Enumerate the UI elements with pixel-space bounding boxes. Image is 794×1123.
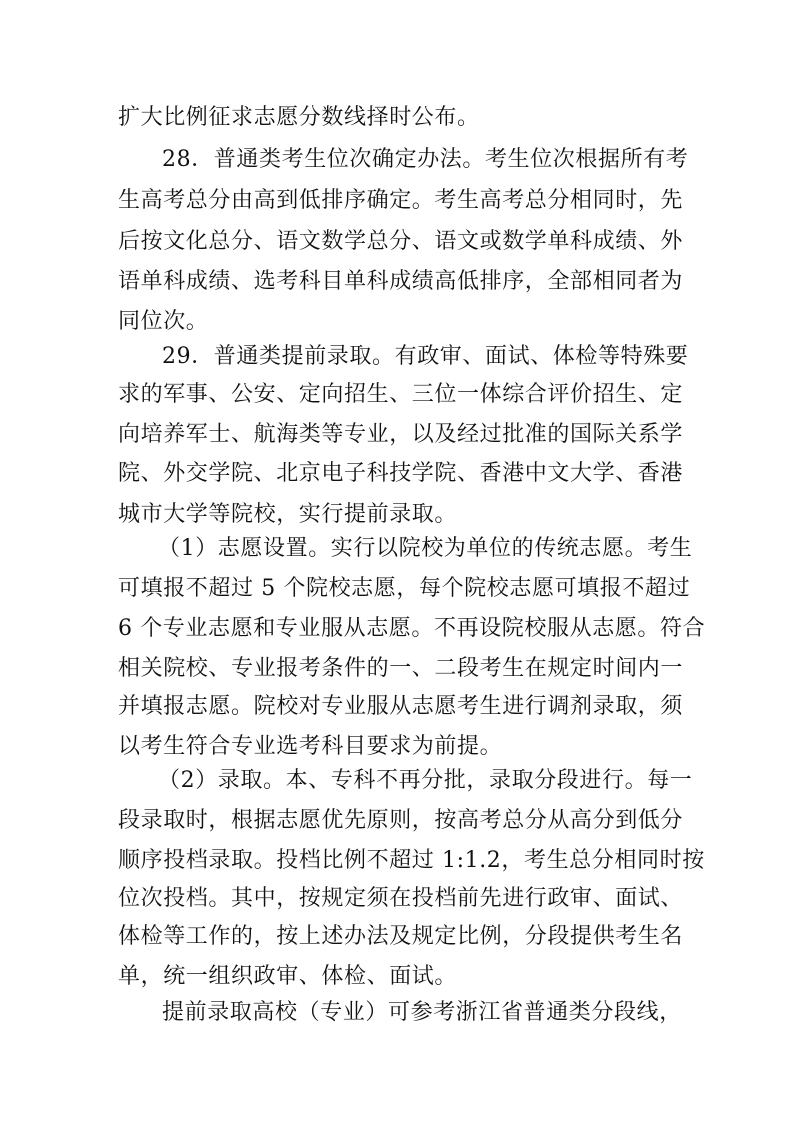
paragraph-line: 扩大比例征求志愿分数线择时公布。 (118, 105, 480, 130)
paragraph-line: 段录取时，根据志愿优先原则，按高考总分从高分到低分 (118, 808, 684, 833)
paragraph-line: 院、外交学院、北京电子科技学院、香港中文大学、香港 (118, 461, 684, 486)
paragraph-line: 6 个专业志愿和专业服从志愿。不再设院校服从志愿。符合 (118, 616, 706, 641)
paragraph-line: 体检等工作的，按上述办法及规定比例，分段提供考生名 (118, 924, 684, 949)
paragraph-line: 求的军事、公安、定向招生、三位一体综合评价招生、定 (118, 382, 684, 407)
paragraph-line: （2）录取。本、专科不再分批，录取分段进行。每一 (158, 768, 693, 793)
paragraph-line: 以考生符合专业选考科目要求为前提。 (118, 734, 503, 759)
paragraph-line: 29．普通类提前录取。有政审、面试、体检等特殊要 (162, 344, 689, 369)
paragraph-line: 后按文化总分、语文数学总分、语文或数学单科成绩、外 (118, 229, 684, 254)
paragraph-line: 28．普通类考生位次确定办法。考生位次根据所有考 (162, 147, 689, 172)
paragraph-line: 相关院校、专业报考条件的一、二段考生在规定时间内一 (118, 656, 684, 681)
paragraph-line: 位次投档。其中，按规定须在投档前先进行政审、面试、 (118, 886, 684, 911)
paragraph-line: 提前录取高校（专业）可参考浙江省普通类分段线， (162, 1000, 682, 1025)
paragraph-line: 生高考总分由高到低排序确定。考生高考总分相同时，先 (118, 188, 684, 213)
paragraph-line: 单，统一组织政审、体检、面试。 (118, 964, 458, 989)
paragraph-line: 同位次。 (118, 309, 209, 334)
paragraph-line: 城市大学等院校，实行提前录取。 (118, 502, 458, 527)
paragraph-line: （1）志愿设置。实行以院校为单位的传统志愿。考生 (158, 536, 693, 561)
paragraph-line: 可填报不超过 5 个院校志愿，每个院校志愿可填报不超过 (118, 576, 691, 601)
paragraph-line: 向培养军士、航海类等专业，以及经过批准的国际关系学 (118, 422, 684, 447)
paragraph-line: 语单科成绩、选考科目单科成绩高低排序，全部相同者为 (118, 269, 684, 294)
paragraph-line: 顺序投档录取。投档比例不超过 1:1.2，考生总分相同时按 (118, 848, 705, 873)
paragraph-line: 并填报志愿。院校对专业服从志愿考生进行调剂录取，须 (118, 694, 684, 719)
